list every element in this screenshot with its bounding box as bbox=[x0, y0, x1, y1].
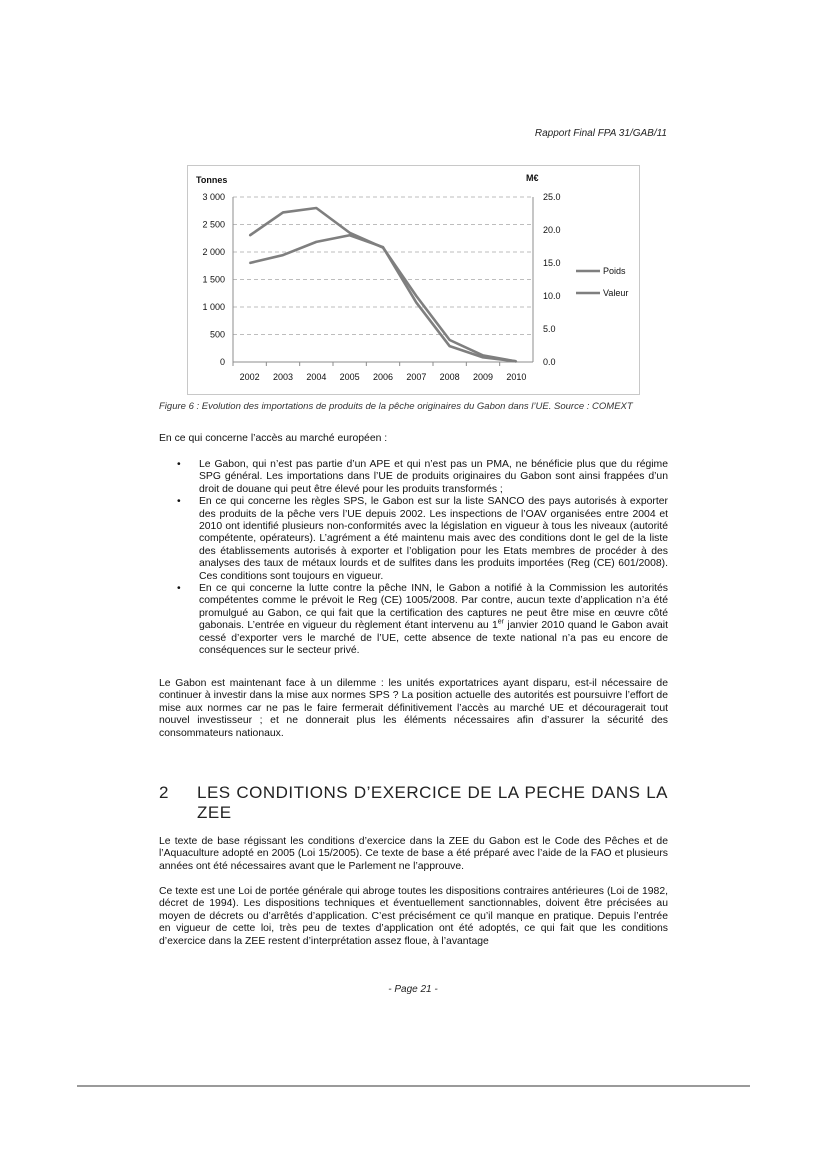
data-point-poids bbox=[249, 235, 251, 237]
report-reference: Rapport Final FPA 31/GAB/11 bbox=[534, 128, 667, 139]
data-point-poids bbox=[316, 207, 318, 209]
x-tick-label: 2009 bbox=[472, 372, 494, 382]
x-tick-label: 2003 bbox=[272, 372, 294, 382]
y-left-tick-label: 500 bbox=[209, 329, 225, 340]
y-right-tick-label: 15.0 bbox=[543, 258, 561, 268]
bullet-marker: • bbox=[177, 459, 181, 470]
bullet-text-continued: janvier 2010 quand le Gabon avait cessé d’exporter vers le marché de l’UE, cette absence de texte national n’a pas eu encore de conséquences sur le secteur privé. bbox=[199, 620, 668, 657]
bullet-marker: • bbox=[177, 496, 181, 508]
y-left-tick-label: 1 500 bbox=[202, 274, 225, 285]
footer-divider bbox=[77, 1085, 750, 1087]
x-tick-label: 2006 bbox=[372, 372, 394, 382]
law-paragraph: Ce texte est une Loi de portée générale qui abroge toutes les dispositions contraires antérieures (Loi de 1982, décret de 1994). Les dispositions techniques et éventuellement sanctionnables, doivent être précisées au moyen de décrets ou d’arrêtés d’application. C’est précisément ce qu’il manque en pratique. Depuis l’entrée en vigueur de cette loi, très peu de textes d’application ont été adoptés, ce qui fait que les conditions d’exercice dans la ZEE restent d’interprétation assez floue, à l’avantage bbox=[159, 886, 668, 947]
data-point-poids bbox=[349, 232, 351, 234]
ordinal-superscript: er bbox=[497, 618, 505, 626]
bullet-list bbox=[159, 459, 668, 658]
x-tick-label: 2004 bbox=[306, 372, 327, 382]
bullet-marker: • bbox=[177, 583, 181, 595]
bullet-text: En ce qui concerne la lutte contre la pêche INN, le Gabon a notifié à la Commission les autorités compétentes comme le prévoit le Reg (CE) 1005/2008. Par contre, aucun texte d’application n’a été promulgué au Gabon, ce qui fait que la certification des captures ne peut être mise en œuvre côté gabonais. L’entrée en vigueur du règlement étant intervenu au 1 bbox=[199, 583, 668, 632]
dilemma-paragraph: Le Gabon est maintenant face à un dilemme : les unités exportatrices ayant disparu, est-il nécessaire de continuer à investir dans la mise aux normes SPS ? La position actuelle des autorités est poursuivre l’effort de mise aux normes car ne pas le faire fermerait définitivement l’accès au marché UE et découragerait tout nouvel investisseur ; et ne donnerait plus les éléments nécessaires afin d’assurer la sécurité des consommateurs nationaux. bbox=[159, 678, 668, 739]
y-left-tick-label: 0 bbox=[219, 357, 225, 367]
data-point-poids bbox=[416, 295, 418, 297]
y-left-tick-label: 2 000 bbox=[202, 247, 225, 257]
y-left-tick-label: 3 000 bbox=[202, 192, 225, 202]
series-line-valeur bbox=[250, 235, 517, 361]
legend-label: Valeur bbox=[603, 288, 629, 298]
x-tick-label: 2008 bbox=[439, 372, 460, 382]
intro-paragraph: En ce qui concerne l’accès au marché européen : bbox=[159, 433, 388, 444]
data-point-valeur bbox=[382, 246, 384, 248]
x-tick-label: 2007 bbox=[406, 372, 427, 382]
bullet-item-spg bbox=[159, 459, 668, 496]
y-right-tick-label: 5.0 bbox=[543, 324, 556, 334]
y-right-tick-label: 25.0 bbox=[543, 192, 561, 202]
section-heading: LES CONDITIONS D’EXERCICE DE LA PECHE DANS LA ZEE bbox=[197, 783, 668, 822]
y-left-tick-label: 2 500 bbox=[202, 219, 225, 230]
data-point-valeur bbox=[449, 345, 451, 347]
data-point-valeur bbox=[282, 254, 284, 256]
data-point-valeur bbox=[316, 241, 318, 243]
figure-caption: Figure 6 : Evolution des importations de produits de la pêche originaires du Gabon dans l’UE. Source : COMEXT bbox=[159, 401, 633, 412]
y-left-tick-label: 1 000 bbox=[202, 302, 225, 312]
y-left-axis-title: Tonnes bbox=[196, 175, 228, 185]
x-tick-label: 2005 bbox=[339, 372, 360, 382]
series-line-poids bbox=[250, 208, 517, 361]
data-point-valeur bbox=[516, 361, 518, 363]
y-right-tick-label: 0.0 bbox=[543, 357, 556, 367]
bullet-item-sps bbox=[159, 496, 668, 583]
data-point-valeur bbox=[482, 357, 484, 359]
data-point-poids bbox=[449, 339, 451, 341]
x-tick-label: 2002 bbox=[239, 372, 260, 382]
page-number: - Page 21 - bbox=[388, 984, 438, 995]
data-point-valeur bbox=[249, 262, 251, 264]
chart-svg bbox=[188, 166, 641, 396]
bullet-text: Le Gabon, qui n’est pas partie d’un APE et qui n’est pas un PMA, ne bénéficie plus que du régime SPG général. Les importations dans l’UE de produits originaires du Gabon sont ainsi frappées d’un droit de douane qui peut être élevé pour les produits transformés ; bbox=[199, 459, 668, 495]
data-point-valeur bbox=[416, 302, 418, 304]
bullet-text: En ce qui concerne les règles SPS, le Gabon est sur la liste SANCO des pays autorisés à exporter des produits de la pêche vers l’UE depuis 2002. Les inspections de l’OAV organisées entre 2004 et 2010 ont identifié plusieurs non-conformités avec la législation en vigueur à tous les niveaux (autorité compétente, opérateurs). L’agrément a été maintenu mais avec des conditions dont le gel de la liste des établissements autorisés à exporter et l’obligation pour les Etats membres de procéder à des analyses des taux de métaux lourds et de sulfites dans les produits importées (Reg (CE) 601/2008). Ces conditions sont toujours en vigueur. bbox=[199, 496, 668, 582]
y-right-tick-label: 20.0 bbox=[543, 225, 561, 235]
data-point-valeur bbox=[349, 234, 351, 236]
y-right-tick-label: 10.0 bbox=[543, 291, 561, 301]
y-right-axis-title: M€ bbox=[526, 173, 539, 183]
imports-chart bbox=[187, 165, 640, 395]
legend-label: Poids bbox=[603, 266, 626, 276]
bullet-item-inn bbox=[159, 583, 668, 657]
section-number: 2 bbox=[159, 783, 169, 802]
data-point-poids bbox=[282, 212, 284, 214]
code-paragraph: Le texte de base régissant les conditions d’exercice dans la ZEE du Gabon est le Code des Pêches et de l’Aquaculture adopté en 2005 (Loi 15/2005). Ce texte de base a été préparé avec l’aide de la FAO et plusieurs années ont été nécessaires avant que le Parlement ne l’approuve. bbox=[159, 836, 668, 872]
x-tick-label: 2010 bbox=[506, 372, 527, 382]
